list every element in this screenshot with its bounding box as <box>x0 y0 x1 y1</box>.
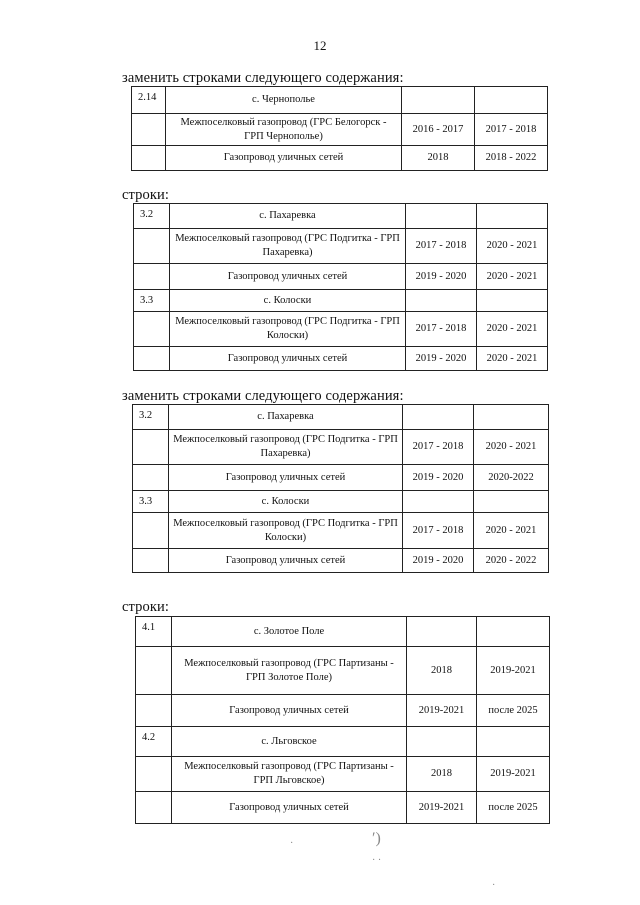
item-name: с. Чернополье <box>166 87 402 114</box>
row-number <box>134 347 170 371</box>
start-period: 2018 <box>402 146 475 171</box>
item-name: с. Пахаревка <box>169 405 403 430</box>
item-name: Газопровод уличных сетей <box>169 465 403 491</box>
start-period <box>406 204 477 229</box>
item-name: Межпоселковый газопровод (ГРС Подгитка - ГРП Пахаревка) <box>169 430 403 465</box>
row-number: 4.2 <box>136 727 172 757</box>
row-number <box>132 146 166 171</box>
start-period: 2019-2021 <box>407 695 477 727</box>
start-period <box>406 290 477 312</box>
item-name: Газопровод уличных сетей <box>170 347 406 371</box>
row-number: 2.14 <box>132 87 166 114</box>
row-number <box>133 549 169 573</box>
item-name: с. Колоски <box>169 491 403 513</box>
row-number: 3.2 <box>133 405 169 430</box>
item-name: Межпоселковый газопровод (ГРС Партизаны - ГРП Золотое Поле) <box>172 647 407 695</box>
row-number <box>134 229 170 264</box>
scan-mark: · <box>492 880 496 891</box>
start-period: 2019 - 2020 <box>403 465 474 491</box>
table-row <box>136 727 550 757</box>
table-row <box>132 114 548 146</box>
table-row <box>133 491 549 513</box>
end-period: 2018 - 2022 <box>475 146 548 171</box>
start-period: 2018 <box>407 757 477 792</box>
scan-mark: · · <box>372 855 382 866</box>
row-number: 3.2 <box>134 204 170 229</box>
end-period <box>475 87 548 114</box>
row-number <box>136 757 172 792</box>
schedule-table <box>135 616 550 824</box>
row-number <box>133 465 169 491</box>
start-period: 2019 - 2020 <box>406 264 477 290</box>
item-name: с. Пахаревка <box>170 204 406 229</box>
end-period: 2020 - 2021 <box>474 513 549 549</box>
row-number <box>134 312 170 347</box>
table-row <box>133 405 549 430</box>
row-number <box>132 114 166 146</box>
end-period <box>474 491 549 513</box>
start-period: 2019-2021 <box>407 792 477 824</box>
item-name: Межпоселковый газопровод (ГРС Белогорск - ГРП Чернополье) <box>166 114 402 146</box>
start-period: 2017 - 2018 <box>406 312 477 347</box>
end-period: 2020 - 2021 <box>477 264 548 290</box>
end-period: 2020 - 2021 <box>477 312 548 347</box>
table-row <box>132 146 548 171</box>
start-period <box>403 405 474 430</box>
row-number <box>133 513 169 549</box>
table-row <box>134 312 548 347</box>
table-row <box>136 617 550 647</box>
row-number <box>136 695 172 727</box>
page-number: 12 <box>313 38 327 53</box>
item-name: Межпоселковый газопровод (ГРС Подгитка - ГРП Колоски) <box>170 312 406 347</box>
item-name: Газопровод уличных сетей <box>169 549 403 573</box>
end-period: после 2025 <box>477 695 550 727</box>
end-period: 2020 - 2021 <box>477 229 548 264</box>
item-name: с. Колоски <box>170 290 406 312</box>
row-number <box>133 430 169 465</box>
table-row <box>133 465 549 491</box>
section-heading: строки: <box>122 187 169 203</box>
start-period: 2016 - 2017 <box>402 114 475 146</box>
start-period <box>407 617 477 647</box>
start-period <box>403 491 474 513</box>
end-period <box>477 617 550 647</box>
start-period: 2019 - 2020 <box>403 549 474 573</box>
row-number <box>136 647 172 695</box>
end-period: 2020 - 2021 <box>477 347 548 371</box>
row-number: 4.1 <box>136 617 172 647</box>
end-period: 2017 - 2018 <box>475 114 548 146</box>
end-period <box>477 204 548 229</box>
table-row <box>133 549 549 573</box>
end-period: 2020-2022 <box>474 465 549 491</box>
start-period: 2018 <box>407 647 477 695</box>
end-period: после 2025 <box>477 792 550 824</box>
end-period <box>477 290 548 312</box>
table-row <box>134 204 548 229</box>
end-period: 2020 - 2021 <box>474 430 549 465</box>
row-number: 3.3 <box>134 290 170 312</box>
start-period <box>407 727 477 757</box>
item-name: Межпоселковый газопровод (ГРС Подгитка - ГРП Пахаревка) <box>170 229 406 264</box>
schedule-table <box>132 404 549 573</box>
section-heading: строки: <box>122 599 169 615</box>
row-number: 3.3 <box>133 491 169 513</box>
end-period: 2019-2021 <box>477 757 550 792</box>
schedule-table <box>131 86 548 171</box>
item-name: с. Золотое Поле <box>172 617 407 647</box>
schedule-table <box>133 203 548 371</box>
table-row <box>136 757 550 792</box>
table-row <box>136 695 550 727</box>
end-period <box>474 405 549 430</box>
start-period <box>402 87 475 114</box>
table-row <box>134 347 548 371</box>
item-name: Межпоселковый газопровод (ГРС Подгитка - ГРП Колоски) <box>169 513 403 549</box>
table-row <box>134 290 548 312</box>
section-heading: заменить строками следующего содержания: <box>122 388 404 404</box>
start-period: 2017 - 2018 <box>403 513 474 549</box>
row-number <box>136 792 172 824</box>
table-row <box>132 87 548 114</box>
item-name: с. Льговское <box>172 727 407 757</box>
start-period: 2017 - 2018 <box>406 229 477 264</box>
start-period: 2017 - 2018 <box>403 430 474 465</box>
end-period: 2019-2021 <box>477 647 550 695</box>
table-row <box>136 647 550 695</box>
table-row <box>134 264 548 290</box>
section-heading: заменить строками следующего содержания: <box>122 70 404 86</box>
start-period: 2019 - 2020 <box>406 347 477 371</box>
scan-mark: · <box>290 838 294 849</box>
table-row <box>136 792 550 824</box>
table-row <box>133 430 549 465</box>
item-name: Газопровод уличных сетей <box>170 264 406 290</box>
end-period <box>477 727 550 757</box>
item-name: Газопровод уличных сетей <box>172 695 407 727</box>
end-period: 2020 - 2022 <box>474 549 549 573</box>
item-name: Газопровод уличных сетей <box>172 792 407 824</box>
scan-mark: ′) <box>372 830 381 847</box>
item-name: Газопровод уличных сетей <box>166 146 402 171</box>
table-row <box>134 229 548 264</box>
table-row <box>133 513 549 549</box>
item-name: Межпоселковый газопровод (ГРС Партизаны - ГРП Льговское) <box>172 757 407 792</box>
row-number <box>134 264 170 290</box>
